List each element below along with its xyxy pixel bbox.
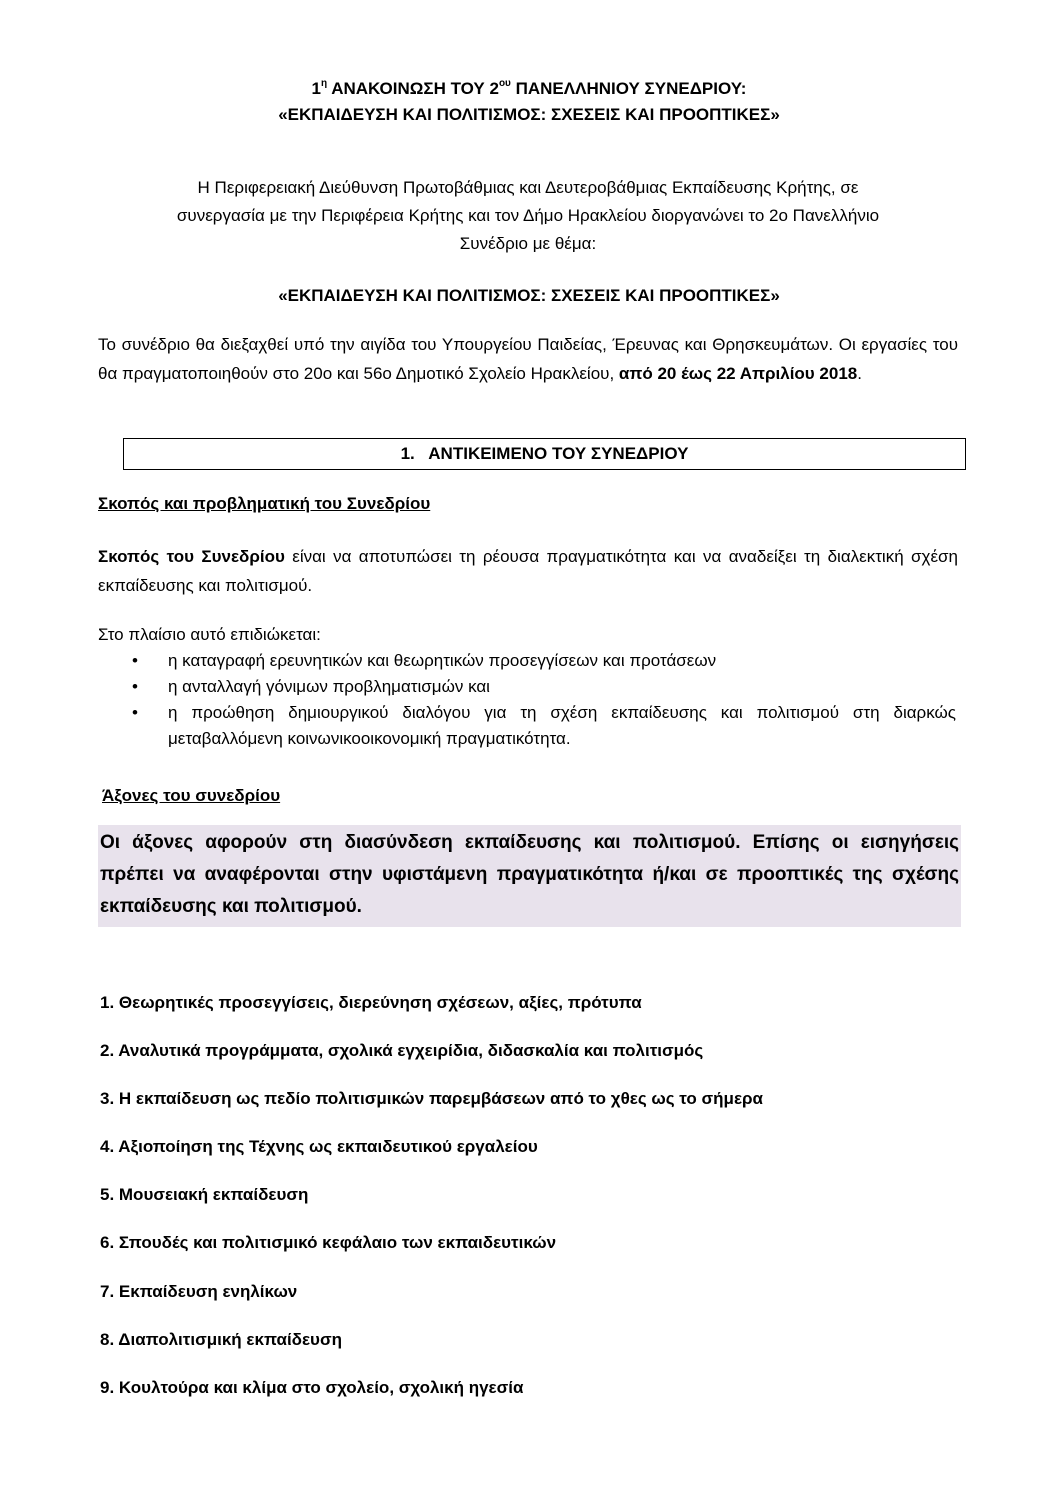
intro-line-3: Συνέδριο με θέμα: — [459, 234, 597, 253]
objectives-list — [98, 648, 956, 752]
title-middle: ΑΝΑΚΟΙΝΩΣΗ ΤΟΥ 2 — [327, 79, 499, 98]
intro-line-2: συνεργασία με την Περιφέρεια Κρήτης και τον Δήμο Ηρακλείου διοργανώνει το 2ο Πανελλήνιο — [176, 206, 880, 225]
axis-item: 3. Η εκπαίδευση ως πεδίο πολιτισμικών παρεμβάσεων από το χθες ως το σήμερα — [100, 1089, 763, 1109]
purpose-text: είναι να αποτυπώσει τη ρέουσα πραγματικότητα και να αναδείξει τη διαλεκτική σχέση εκπαίδευσης και πολιτισμού. — [98, 547, 958, 595]
list-item — [98, 648, 956, 674]
list-item-text: η ανταλλαγή γόνιμων προβληματισμών και — [168, 677, 490, 696]
list-item — [98, 700, 956, 752]
announcement-title — [0, 76, 1058, 102]
purpose-paragraph — [98, 542, 958, 600]
axes-highlight-box: Οι άξονες αφορούν στη διασύνδεση εκπαίδευσης και πολιτισμού. Επίσης οι εισηγήσεις πρέπει να αναφέρονται στην υφιστάμενη πραγματικότητα ή/και σε προοπτικές της σχέσης εκπαίδευσης και πολιτισμού. — [98, 825, 961, 927]
section-heading-box — [123, 438, 966, 470]
axis-item: 8. Διαπολιτισμική εκπαίδευση — [100, 1329, 342, 1349]
bullet-icon: • — [132, 651, 138, 670]
title-superscript: η — [321, 78, 328, 89]
axis-item: 2. Αναλυτικά προγράμματα, σχολικά εγχειρίδια, διδασκαλία και πολιτισμός — [100, 1041, 704, 1061]
title-number: 1 — [311, 79, 321, 98]
bullet-icon: • — [132, 703, 138, 722]
axis-item: 7. Εκπαίδευση ενηλίκων — [100, 1281, 298, 1301]
conference-dates: από 20 έως 22 Απριλίου 2018 — [618, 364, 858, 383]
conference-details — [98, 330, 958, 388]
section-heading: 1. ΑΝΤΙΚΕΙΜΕΝΟ ΤΟΥ ΣΥΝΕΔΡΙΟΥ — [400, 444, 689, 463]
purpose-subheading: Σκοπός και προβληματική του Συνεδρίου — [98, 494, 431, 513]
details-text: Το συνέδριο θα διεξαχθεί υπό την αιγίδα του Υπουργείου Παιδείας, Έρευνας και Θρησκευμάτων. Οι εργασίες του θα πραγματοποιηθούν στο 20ο και 56ο Δημοτικό Σχολείο Ηρακλείου, — [98, 335, 958, 383]
title-suffix: ΠΑΝΕΛΛΗΝΙΟΥ ΣΥΝΕΔΡΙΟΥ: — [510, 79, 747, 98]
axis-item: 4. Αξιοποίηση της Τέχνης ως εκπαιδευτικού εργαλείου — [100, 1137, 538, 1157]
details-end: . — [857, 364, 862, 383]
list-item-text: η προώθηση δημιουργικού διαλόγου για τη σχέση εκπαίδευσης και πολιτισμού στη διαρκώς μεταβαλλόμενη κοινωνικοοικονομική πραγματικότητα. — [168, 703, 956, 748]
list-item-text: η καταγραφή ερευνητικών και θεωρητικών προσεγγίσεων και προτάσεων — [168, 651, 717, 670]
axis-item: 6. Σπουδές και πολιτισμικό κεφάλαιο των εκπαιδευτικών — [100, 1233, 557, 1253]
axis-item: 5. Μουσειακή εκπαίδευση — [100, 1185, 309, 1205]
bullet-icon: • — [132, 677, 138, 696]
intro-paragraph — [98, 174, 958, 258]
axis-item: 1. Θεωρητικές προσεγγίσεις, διερεύνηση σχέσεων, αξίες, πρότυπα — [100, 993, 642, 1012]
axes-list — [100, 990, 763, 1423]
title-superscript-2: ου — [498, 78, 511, 89]
intro-line-1: Η Περιφερειακή Διεύθυνση Πρωτοβάθμιας και Δευτεροβάθμιας Εκπαίδευσης Κρήτης, σε — [197, 178, 859, 197]
list-item — [98, 674, 956, 700]
axes-heading: Άξονες του συνεδρίου — [102, 786, 281, 805]
axis-item: 9. Κουλτούρα και κλίμα στο σχολείο, σχολική ηγεσία — [100, 1377, 524, 1397]
context-line: Στο πλαίσιο αυτό επιδιώκεται: — [98, 625, 321, 644]
conference-theme: «ΕΚΠΑΙΔΕΥΣΗ ΚΑΙ ΠΟΛΙΤΙΣΜΟΣ: ΣΧΕΣΕΙΣ ΚΑΙ ΠΡΟΟΠΤΙΚΕΣ» — [278, 286, 780, 305]
purpose-bold: Σκοπός του Συνεδρίου — [98, 547, 285, 566]
conference-title: «ΕΚΠΑΙΔΕΥΣΗ ΚΑΙ ΠΟΛΙΤΙΣΜΟΣ: ΣΧΕΣΕΙΣ ΚΑΙ ΠΡΟΟΠΤΙΚΕΣ» — [278, 105, 780, 124]
